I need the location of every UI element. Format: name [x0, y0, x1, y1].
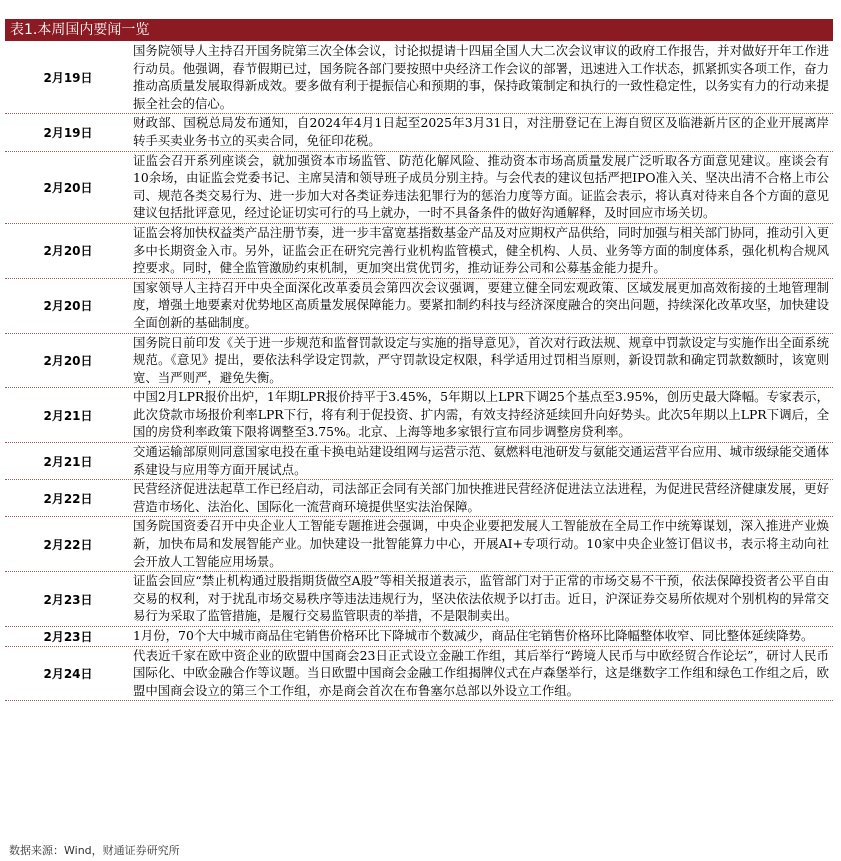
row-text: 代表近千家在欧中资企业的欧盟中国商会23日正式设立金融工作组，其后举行“跨境人民币与中欧经贸合作论坛”，研讨人民币国际化、中欧金融合作等议题。当日欧盟中国商会金融工作组揭牌仪式在卢森堡举行，这是继数字工作组和绿色工作组之后，欧盟中国商会设立的第三个工作组，亦是商会首次在布鲁塞尔总部以外设立工作组。 [133, 647, 829, 698]
table-row [5, 443, 833, 480]
row-date: 2月22日 [43, 537, 93, 552]
table-row [5, 42, 833, 114]
row-text: 国务院国资委召开中央企业人工智能专题推进会强调，中央企业要把发展人工智能放在全局工作中统筹谋划，深入推进产业焕新，加快布局和发展智能产业。加快建设一批智能算力中心，开展AI+专项行动。10家中央企业签订倡议书，表示将主动向社会开放人工智能应用场景。 [133, 518, 829, 569]
data-source-note: 数据来源：Wind，财通证券研究所 [9, 844, 180, 857]
row-date: 2月20日 [43, 353, 93, 368]
row-text: 国务院领导人主持召开国务院第三次全体会议，讨论拟提请十四届全国人大二次会议审议的政府工作报告，并对做好开年工作进行动员。他强调，春节假期已过，国务院各部门要按照中央经济工作会议的部署，迅速进入工作状态，抓紧抓实各项工作，奋力推动高质量发展取得新成效。要多做有利于提振信心和预期的事，保持政策制定和执行的一致性稳定性，以务实有力的行动来提振全社会的信心。 [133, 43, 829, 111]
row-text: 证监会回应“禁止机构通过股指期货做空A股”等相关报道表示，监管部门对于正常的市场交易不干预，依法保障投资者公平自由交易的权利，对于扰乱市场交易秩序等违法违规行为，坚决依法依规予以打击。近日，沪深证券交易所依规对个别机构的异常交易行为采取了监管措施，是履行交易监管职责的举措，不是限制卖出。 [133, 573, 829, 624]
table-row [5, 388, 833, 443]
row-text: 证监会将加快权益类产品注册节奏，进一步丰富宽基指数基金产品及对应期权产品供给，同时加强与相关部门协同，推动引入更多中长期资金入市。另外，证监会正在研究完善行业机构监管模式，健全机构、人员、业务等方面的制度体系，强化机构合规风控要求。同时，健全监管激励约束机制，更加突出赏优罚劣，推动证券公司和公募基金能力提升。 [133, 224, 829, 276]
row-text: 民营经济促进法起草工作已经启动，司法部正会同有关部门加快推进民营经济促进法立法进程，为促进民营经济健康发展，更好营造市场化、法治化、国际化一流营商环境提供坚实法治保障。 [133, 481, 829, 514]
row-date: 2月21日 [43, 454, 93, 469]
table-row [5, 480, 833, 517]
row-date: 2月21日 [43, 408, 93, 423]
row-text: 1月份，70个大中城市商品住宅销售价格环比下降城市个数减少，商品住宅销售价格环比降幅整体收窄、同比整体延续降势。 [133, 628, 814, 643]
row-text: 交通运输部原则同意国家电投在重卡换电站建设组网与运营示范、氨燃料电池研发与氨能交通运营平台应用、城市级绿能交通体系建设与应用等方面开展试点。 [133, 444, 829, 477]
row-date: 2月22日 [43, 491, 93, 506]
table-row [5, 627, 833, 647]
row-date: 2月20日 [43, 180, 93, 195]
news-table [5, 42, 833, 701]
table-row [5, 279, 833, 334]
table-title: 表1.本周国内要闻一览 [5, 19, 833, 41]
row-date: 2月24日 [43, 666, 93, 681]
row-date: 2月23日 [43, 592, 93, 607]
table-row [5, 572, 833, 627]
row-text: 国家领导人主持召开中央全面深化改革委员会第四次会议强调，要建立健全同宏观政策、区域发展更加高效衔接的土地管理制度，增强土地要素对优势地区高质量发展保障能力。要紧扣制约科技与经济深度融合的突出问题，持续深化改革攻坚，加快建设全面创新的基础制度。 [133, 279, 829, 330]
row-text: 国务院日前印发《关于进一步规范和监督罚款设定与实施的指导意见》，首次对行政法规、规章中罚款设定与实施作出全面系统规范。《意见》提出，要依法科学设定罚款，严守罚款设定权限，科学适用过罚相当原则，新设罚款和确定罚款数额时，该宽则宽、当严则严，避免失衡。 [133, 334, 829, 385]
row-date: 2月19日 [43, 71, 93, 86]
row-date: 2月19日 [43, 125, 93, 140]
row-text: 证监会召开系列座谈会，就加强资本市场监管、防范化解风险、推动资本市场高质量发展广泛听取各方面意见建议。座谈会有10余场，由证监会党委书记、主席吴清和领导班子成员分别主持。与会代表的建议包括严把IPO准入关、坚决出清不合格上市公司、规范各类交易行为、进一步加大对各类证券违法犯罪行为的惩治力度等方面。证监会表示，将认真对待来自各个方面的意见建议包括批评意见，经过论证切实可行的马上就办，一时不具备条件的做好沟通解释，及时回应市场关切。 [133, 152, 829, 221]
table-row [5, 334, 833, 389]
row-text: 中国2月LPR报价出炉，1年期LPR报价持平于3.45%，5年期以上LPR下调25个基点至3.95%，创历史最大降幅。专家表示，此次贷款市场报价利率LPR下行，将有利于促投资、扩内需，有效支持经济延续回升向好势头。此次5年期以上LPR下调后，全国的房贷利率政策下限将调整至3.75%。北京、上海等地多家银行宣布同步调整房贷利率。 [133, 389, 829, 440]
table-row [5, 517, 833, 572]
table-row [5, 152, 833, 224]
row-date: 2月20日 [43, 244, 93, 259]
table-row [5, 114, 833, 151]
table-row [5, 647, 833, 702]
row-text: 财政部、国税总局发布通知，自2024年4月1日起至2025年3月31日，对注册登记在上海自贸区及临港新片区的企业开展离岸转手买卖业务书立的买卖合同，免征印花税。 [133, 115, 829, 148]
row-date: 2月20日 [43, 299, 93, 314]
row-date: 2月23日 [43, 629, 93, 644]
table-row [5, 224, 833, 279]
